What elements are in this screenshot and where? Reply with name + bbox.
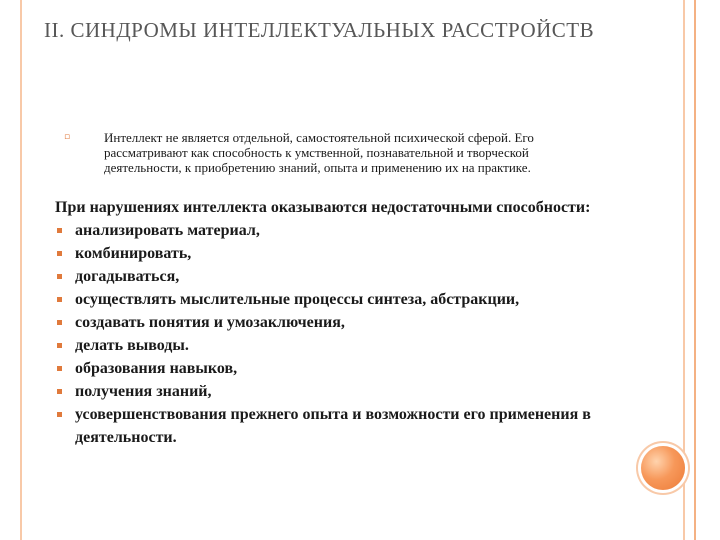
hollow-square-bullet-icon: ▫ — [64, 132, 71, 142]
square-bullet-icon — [57, 389, 62, 394]
list-item: усовершенствования прежнего опыта и возможности его применения в деятельности. — [55, 403, 615, 449]
list-item: догадываться, — [55, 265, 615, 288]
intro-text: При нарушениях интеллекта оказываются недостаточными способности: — [55, 199, 591, 216]
square-bullet-icon — [57, 297, 62, 302]
square-bullet-icon — [57, 320, 62, 325]
definition-note — [64, 130, 604, 175]
list-item: образования навыков, — [55, 357, 615, 380]
list-item: делать выводы. — [55, 334, 615, 357]
list-item: комбинировать, — [55, 242, 615, 265]
square-bullet-icon — [57, 274, 62, 279]
square-bullet-icon — [57, 412, 62, 417]
orange-circle-decoration-icon — [641, 446, 685, 490]
square-bullet-icon — [57, 251, 62, 256]
list-item: создавать понятия и умозаключения, — [55, 311, 615, 334]
list-item: осуществлять мыслительные процессы синтеза, абстракции, — [55, 288, 615, 311]
slide-title: II. СИНДРОМЫ ИНТЕЛЛЕКТУАЛЬНЫХ РАССТРОЙСТВ — [44, 18, 595, 42]
list-item: получения знаний, — [55, 380, 615, 403]
abilities-list — [55, 219, 615, 449]
square-bullet-icon — [57, 228, 62, 233]
main-content — [55, 196, 615, 449]
list-item: анализировать материал, — [55, 219, 615, 242]
square-bullet-icon — [57, 343, 62, 348]
square-bullet-icon — [57, 366, 62, 371]
definition-text: Интеллект не является отдельной, самостоятельной психической сферой. Его рассматривают как способность к умственной, познавательной и творческой деятельности, к приобретению знаний, опыта и применению их на практике. — [104, 130, 534, 175]
